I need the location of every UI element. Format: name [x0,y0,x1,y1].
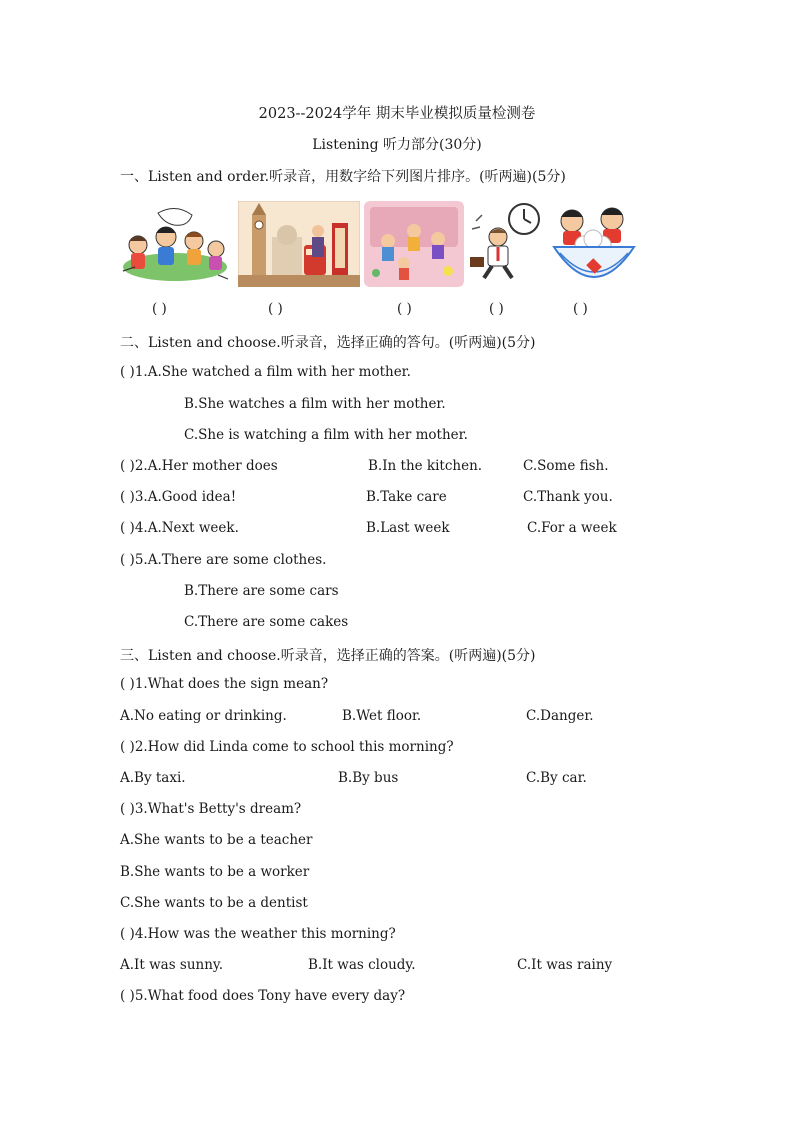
s2-q2-option-a: ( )2.A.Her mother does [120,458,278,474]
answer-blank[interactable]: ( ) [397,301,412,317]
answer-blank[interactable]: ( ) [489,301,504,317]
s2-q5-option-b: B.There are some cars [184,583,339,599]
s3-q3-option-c: C.She wants to be a dentist [120,895,308,911]
s3-q4-option-a: A.It was sunny. [120,957,224,973]
s2-q5-option-c: C.There are some cakes [184,614,349,630]
answer-blank[interactable]: ( ) [152,301,167,317]
s2-q3-option-c: C.Thank you. [523,489,613,505]
children-playroom-picture [364,201,464,287]
london-scene-picture [238,201,360,287]
page-subtitle: Listening 听力部分(30分) [312,137,482,153]
page-title: 2023--2024学年 期末毕业模拟质量检测卷 [258,106,536,122]
children-running-picture [118,201,232,287]
s3-q1-stem: ( )1.What does the sign mean? [120,676,329,692]
s3-q3-stem: ( )3.What's Betty's dream? [120,801,302,817]
section1-heading: 一、Listen and order.听录音，用数字给下列图片排序。(听两遍)(5分) [120,169,566,185]
s3-q5-stem: ( )5.What food does Tony have every day? [120,988,406,1004]
s3-q4-stem: ( )4.How was the weather this morning? [120,926,396,942]
s2-q3-option-b: B.Take care [366,489,447,505]
s3-q2-stem: ( )2.How did Linda come to school this morning? [120,739,454,755]
s3-q4-option-b: B.It was cloudy. [308,957,416,973]
section1-answer-blanks [0,301,794,321]
s3-q1-option-b: B.Wet floor. [342,708,422,724]
s2-q4-option-a: ( )4.A.Next week. [120,520,239,536]
tangyuan-bowl-picture [550,201,638,287]
s2-q1-stem: ( )1.A.She watched a film with her mother. [120,364,411,380]
man-late-clock-picture [468,201,548,287]
answer-blank[interactable]: ( ) [573,301,588,317]
s2-q4-option-b: B.Last week [366,520,450,536]
s2-q2-option-c: C.Some fish. [523,458,609,474]
s2-q3-option-a: ( )3.A.Good idea! [120,489,237,505]
s2-q5-stem: ( )5.A.There are some clothes. [120,552,327,568]
s3-q1-option-a: A.No eating or drinking. [120,708,287,724]
section2-heading: 二、Listen and choose.听录音，选择正确的答句。(听两遍)(5分) [120,335,536,351]
section3-heading: 三、Listen and choose.听录音，选择正确的答案。(听两遍)(5分) [120,648,536,664]
s2-q2-option-b: B.In the kitchen. [368,458,483,474]
s3-q1-option-c: C.Danger. [526,708,594,724]
s3-q2-option-b: B.By bus [338,770,399,786]
s3-q2-option-a: A.By taxi. [120,770,186,786]
answer-blank[interactable]: ( ) [268,301,283,317]
s3-q2-option-c: C.By car. [526,770,587,786]
s2-q4-option-c: C.For a week [527,520,617,536]
s3-q3-option-b: B.She wants to be a worker [120,864,310,880]
s3-q3-option-a: A.She wants to be a teacher [120,832,313,848]
section1-pictures [118,201,638,287]
s2-q1-option-b: B.She watches a film with her mother. [184,396,446,412]
s3-q4-option-c: C.It was rainy [517,957,613,973]
s2-q1-option-c: C.She is watching a film with her mother. [184,427,468,443]
